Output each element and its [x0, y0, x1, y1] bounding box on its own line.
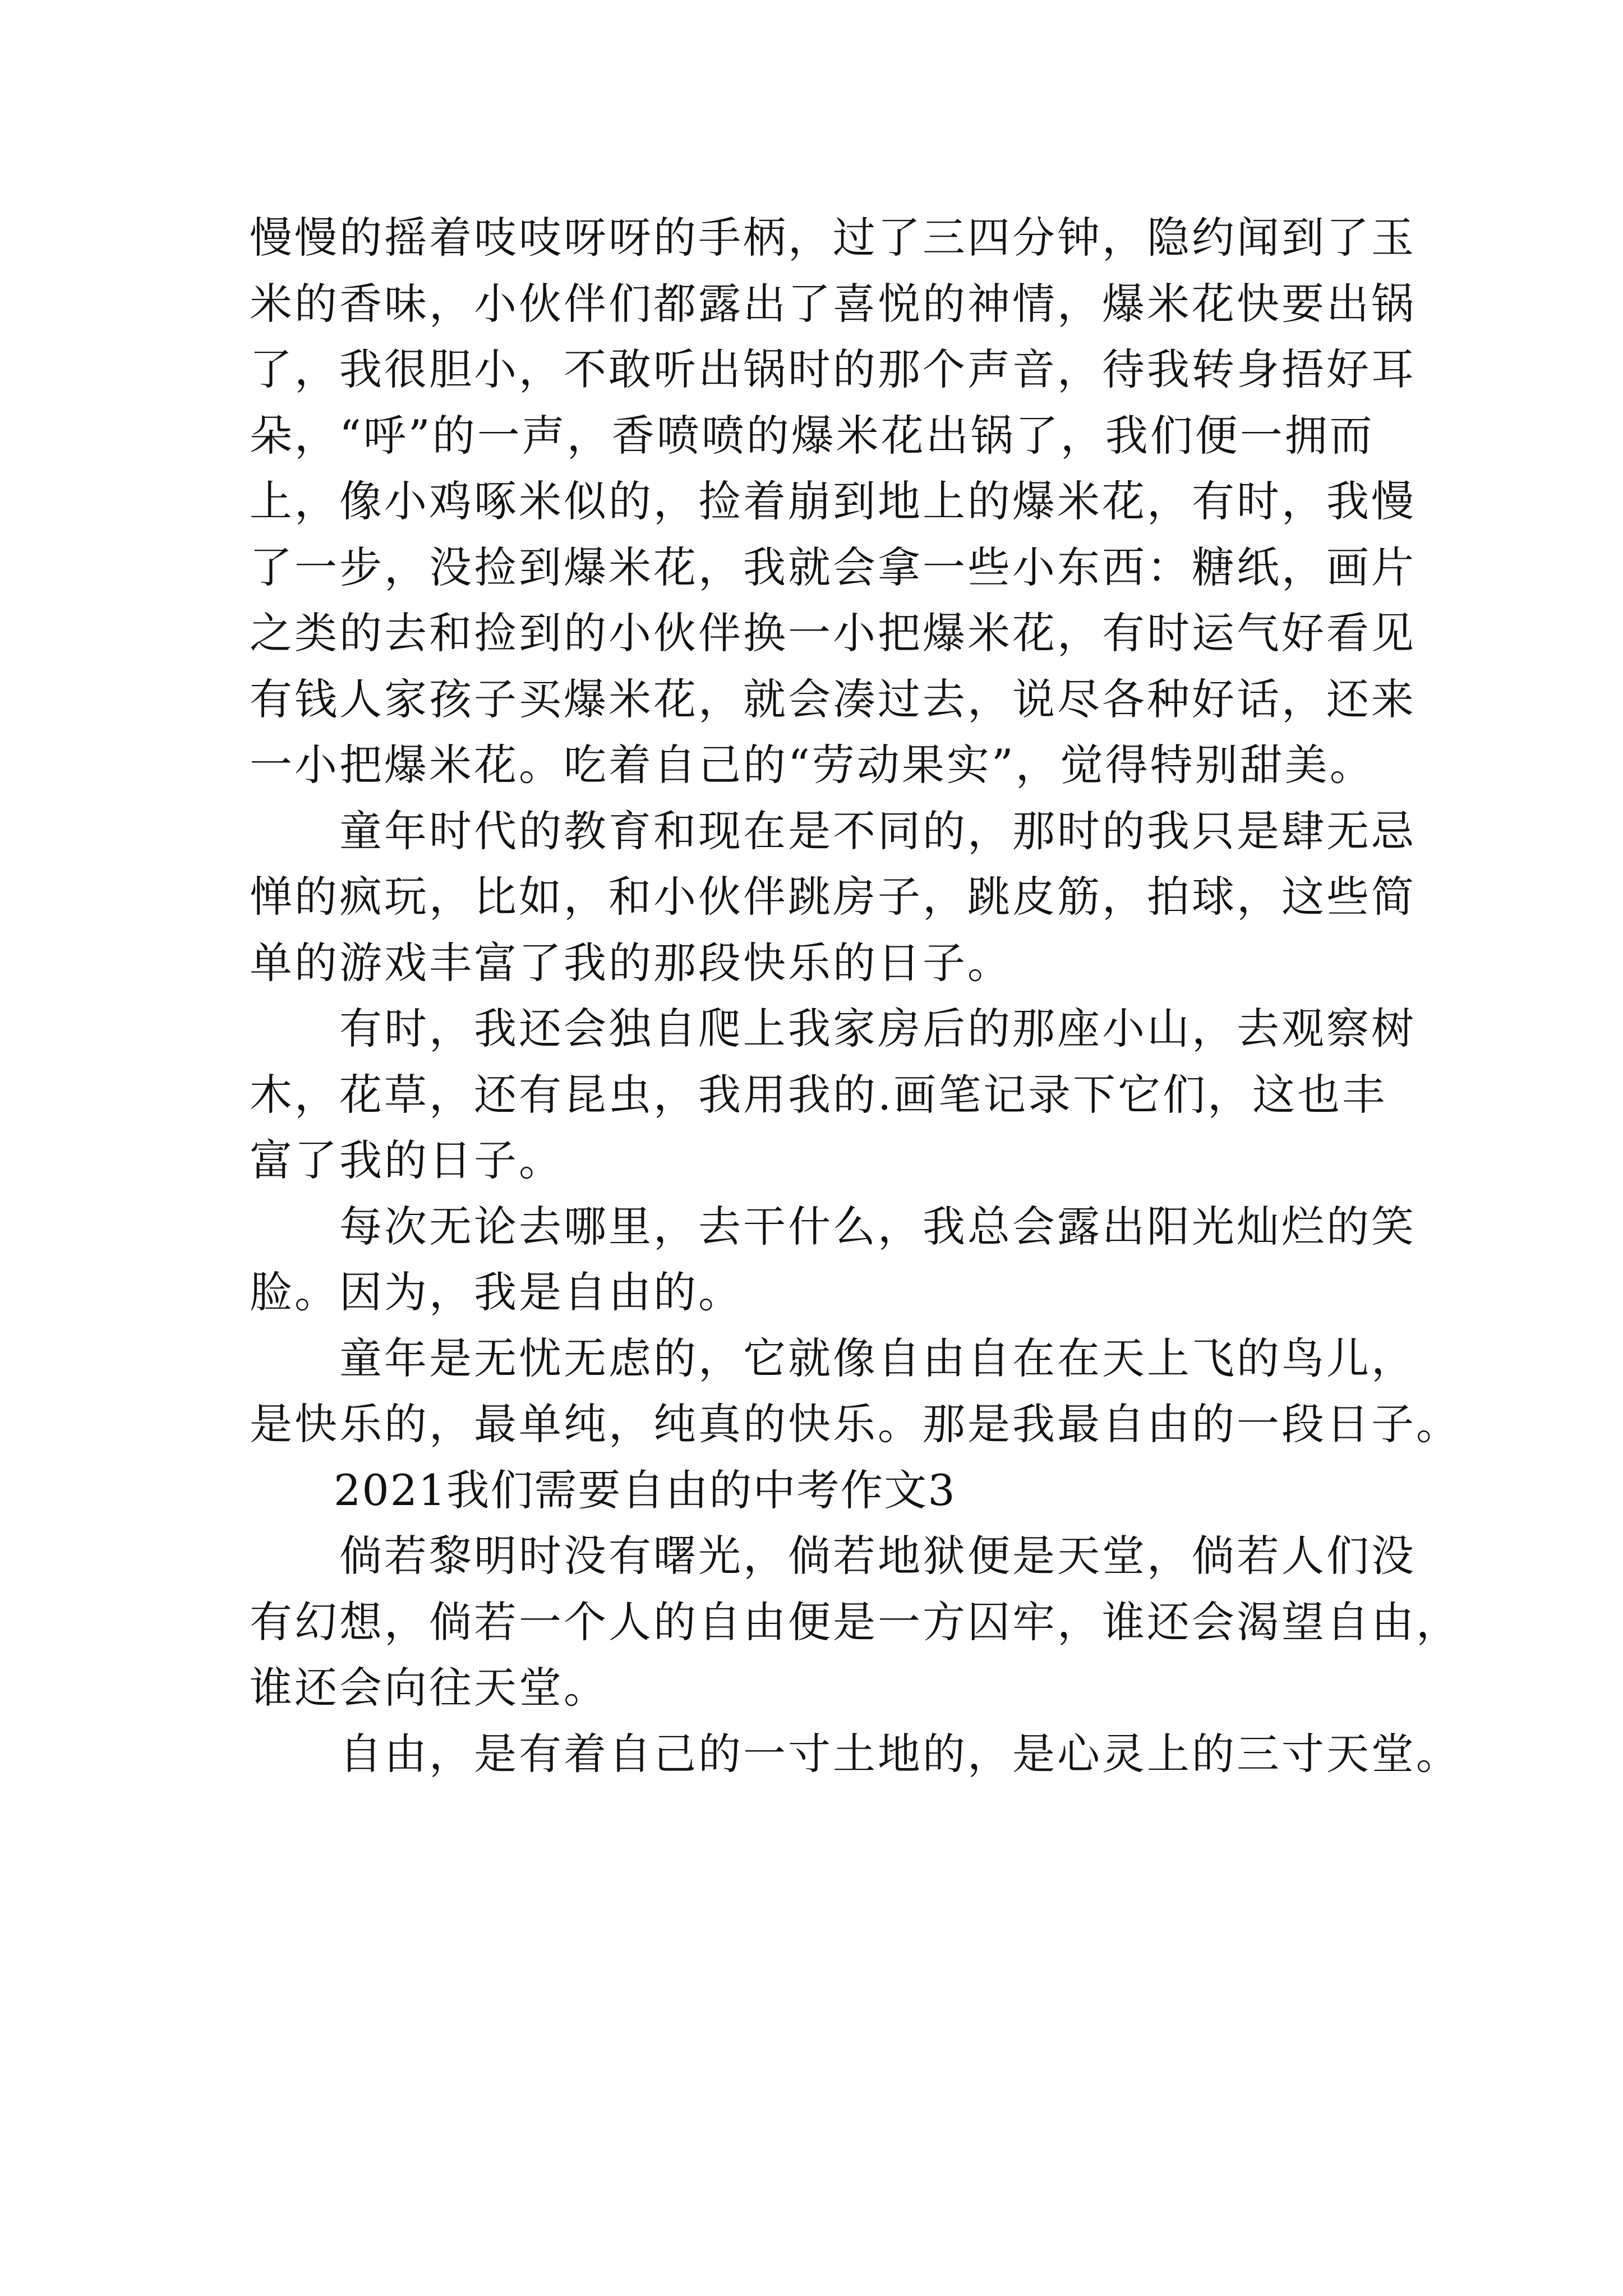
- text-line: 了一步，没捡到爆米花，我就会拿一些小东西：糖纸，画片: [250, 542, 1416, 592]
- document-body: [250, 205, 1461, 1787]
- text-line: 单的游戏丰富了我的那段快乐的日子。: [250, 937, 1012, 988]
- text-line: 脸。因为，我是自由的。: [250, 1267, 743, 1317]
- text-line: 谁还会向往天堂。: [250, 1663, 608, 1713]
- text-line: 慢慢的摇着吱吱呀呀的手柄，过了三四分钟，隐约闻到了玉: [250, 213, 1416, 263]
- text-line: 了，我很胆小，不敢听出锅时的那个声音，待我转身捂好耳: [250, 344, 1416, 394]
- section-title: [250, 1457, 1382, 1524]
- text-line: 之类的去和捡到的小伙伴换一小把爆米花，有时运气好看见: [250, 608, 1416, 658]
- text-line: 是快乐的，最单纯，纯真的快乐。那是我最自由的一段日子。: [250, 1399, 1461, 1449]
- text-line: 惮的疯玩，比如，和小伙伴跳房子，跳皮筋，拍球，这些简: [250, 872, 1416, 922]
- text-line: 木，花草，还有昆虫，我用我的.画笔记录下它们，这也丰: [250, 1069, 1387, 1120]
- paragraph-start-line: 每次无论去哪里，去干什么，我总会露出阳光灿烂的笑: [339, 1201, 1416, 1251]
- text-line: 一小把爆米花。吃着自己的“劳动果实”，觉得特别甜美。: [250, 740, 1375, 790]
- paragraph-start-line: 童年时代的教育和现在是不同的，那时的我只是肆无忌: [339, 806, 1416, 856]
- text-line: 有幻想，倘若一个人的自由便是一方囚牢，谁还会渴望自由，: [250, 1596, 1461, 1647]
- text-line: 上，像小鸡啄米似的，捡着崩到地上的爆米花，有时，我慢: [250, 476, 1416, 526]
- section-title-text: 2021我们需要自由的中考作文3: [334, 1465, 956, 1515]
- text-line: 富了我的日子。: [250, 1135, 564, 1185]
- paragraph-start-line: 倘若黎明时没有曙光，倘若地狱便是天堂，倘若人们没: [339, 1531, 1416, 1581]
- paragraph-start-line: 有时，我还会独自爬上我家房后的那座小山，去观察树: [339, 1004, 1416, 1053]
- text-line: 米的香味，小伙伴们都露出了喜悦的神情，爆米花快要出锅: [250, 278, 1416, 329]
- paragraph-start-line: 童年是无忧无虑的，它就像自由自在在天上飞的鸟儿，: [339, 1333, 1416, 1383]
- paragraph-start-line: 自由，是有着自己的一寸土地的，是心灵上的三寸天堂。: [339, 1728, 1461, 1779]
- text-line: 有钱人家孩子买爆米花，就会凑过去，说尽各种好话，还来: [250, 674, 1416, 724]
- text-line: 朵，“呼”的一声，香喷喷的爆米花出锅了，我们便一拥而: [250, 410, 1375, 461]
